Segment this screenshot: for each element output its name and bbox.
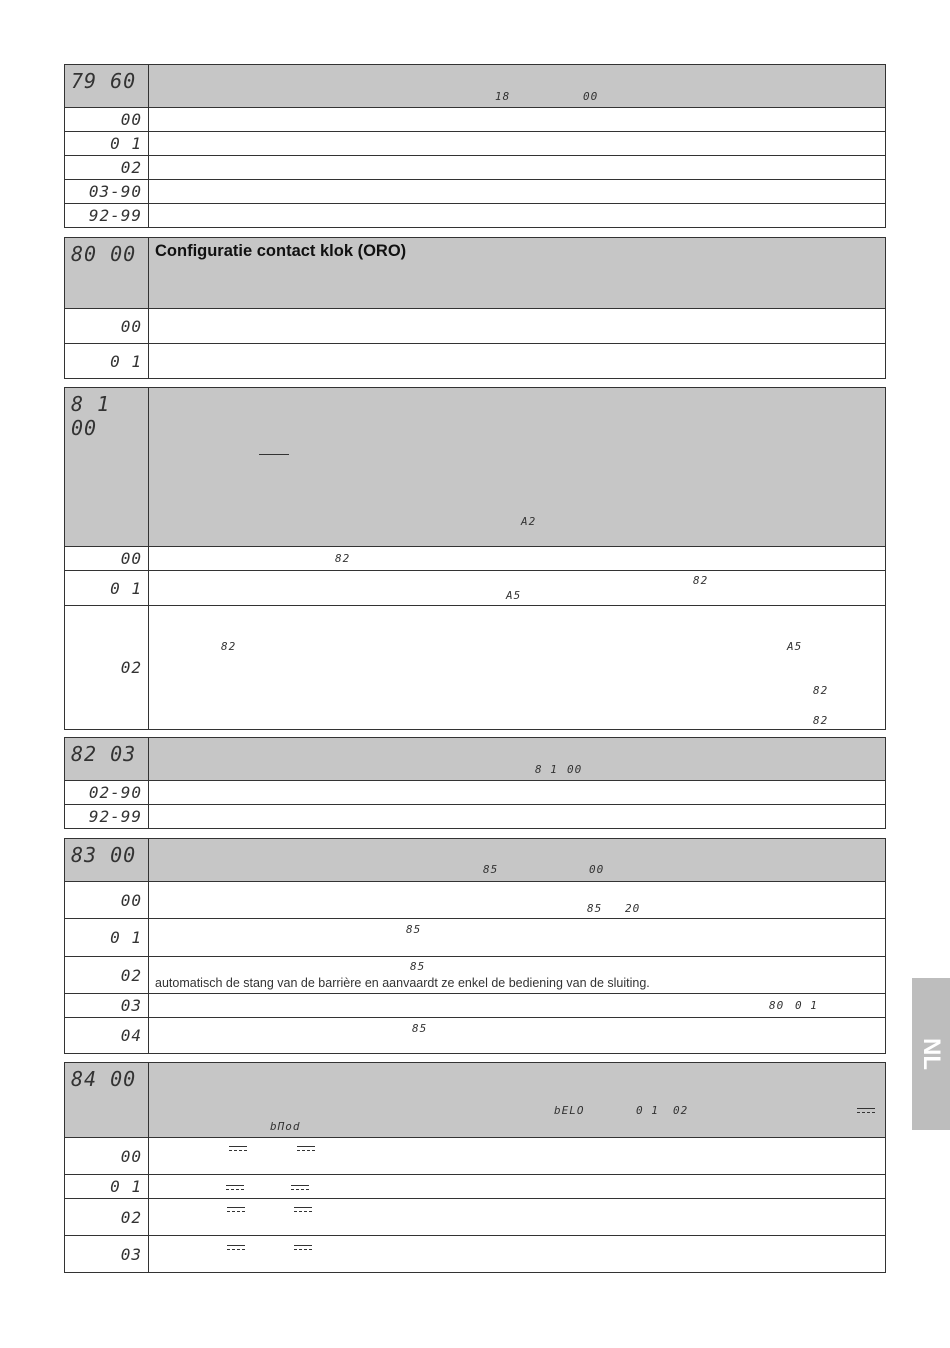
option-code: 03: [65, 1236, 149, 1272]
display-value: 85: [410, 960, 426, 973]
option-code: 0 1: [65, 1175, 149, 1198]
param-code: 8 1 00: [65, 388, 149, 546]
header-description: [149, 738, 885, 780]
option-row: [65, 605, 885, 729]
display-value: 82: [221, 640, 237, 653]
param-code: 80 00: [65, 238, 149, 308]
option-row: [65, 570, 885, 605]
option-row: [65, 343, 885, 378]
option-code: 02: [65, 606, 149, 729]
option-row: [65, 1174, 885, 1198]
header-description: [149, 388, 885, 546]
display-value: 8 1: [535, 763, 558, 776]
option-row: [65, 780, 885, 804]
option-row: [65, 1198, 885, 1235]
option-row: [65, 203, 885, 227]
display-value: 18: [495, 90, 511, 103]
header-description: [149, 65, 885, 107]
param-table-7960: [64, 64, 886, 228]
option-code: 92-99: [65, 204, 149, 227]
option-code: 00: [65, 882, 149, 918]
option-row: [65, 804, 885, 828]
option-code: 0 1: [65, 132, 149, 155]
display-value: 00: [567, 763, 583, 776]
option-code: 00: [65, 309, 149, 343]
display-value: A5: [506, 589, 522, 602]
option-code: 02: [65, 957, 149, 993]
option-row: [65, 1017, 885, 1053]
dc-symbol-icon: [227, 1207, 245, 1213]
header-row: [65, 738, 885, 780]
option-row: [65, 1137, 885, 1174]
option-code: 03-90: [65, 180, 149, 203]
option-row: [65, 131, 885, 155]
underline-mark: [259, 454, 289, 455]
option-code: 02: [65, 1199, 149, 1235]
option-code: 0 1: [65, 571, 149, 605]
option-row: [65, 993, 885, 1017]
option-code: 04: [65, 1018, 149, 1053]
param-table-8203: [64, 737, 886, 829]
option-code: 92-99: [65, 805, 149, 828]
display-value: 80: [769, 999, 785, 1012]
option-code: 0 1: [65, 919, 149, 956]
display-value: A2: [521, 515, 537, 528]
option-row: [65, 956, 885, 993]
header-row: [65, 65, 885, 107]
option-row: [65, 546, 885, 570]
dc-symbol-icon: [227, 1245, 245, 1251]
header-description: [149, 839, 885, 881]
option-code: 00: [65, 1138, 149, 1174]
param-code: 82 03: [65, 738, 149, 780]
language-tab: [912, 978, 950, 1130]
header-row: [65, 388, 885, 546]
option-code: 03: [65, 994, 149, 1017]
header-description: [149, 1063, 885, 1137]
display-value: A5: [787, 640, 803, 653]
option-row: [65, 308, 885, 343]
display-value: 85: [412, 1022, 428, 1035]
display-value: 00: [589, 863, 605, 876]
dc-symbol-icon: [294, 1207, 312, 1213]
option-row: [65, 107, 885, 131]
display-value: 0 1: [795, 999, 818, 1012]
param-table-8400: [64, 1062, 886, 1273]
display-value: bELO: [554, 1104, 585, 1117]
param-table-8000: [64, 237, 886, 379]
option-row: [65, 881, 885, 918]
header-description: [149, 238, 885, 308]
option-row: [65, 1235, 885, 1272]
language-tab-label: NL: [918, 1038, 945, 1070]
param-code: 83 00: [65, 839, 149, 881]
param-code: 84 00: [65, 1063, 149, 1137]
option-description: automatisch de stang van de barrière en aanvaardt ze enkel de bediening van de sluiting.: [155, 976, 650, 990]
option-code: 00: [65, 108, 149, 131]
dc-symbol-icon: [226, 1185, 244, 1191]
display-value: 85: [406, 923, 422, 936]
display-value: 85: [483, 863, 499, 876]
display-value: 00: [583, 90, 599, 103]
param-table-8300: [64, 838, 886, 1054]
dc-symbol-icon: [294, 1245, 312, 1251]
dc-symbol-icon: [291, 1185, 309, 1191]
display-value: 82: [813, 714, 829, 727]
option-row: [65, 918, 885, 956]
display-value: 82: [813, 684, 829, 697]
section-title: Configuratie contact klok (ORO): [155, 242, 407, 260]
param-table-8100: [64, 387, 886, 730]
display-value: 82: [693, 574, 709, 587]
display-value: 02: [673, 1104, 689, 1117]
option-code: 02: [65, 156, 149, 179]
option-row: [65, 155, 885, 179]
dc-symbol-icon: [857, 1108, 875, 1114]
display-value: 82: [335, 552, 351, 565]
display-value: 0 1: [636, 1104, 659, 1117]
header-row: [65, 238, 885, 308]
header-row: [65, 1063, 885, 1137]
option-code: 02-90: [65, 781, 149, 804]
option-code: 00: [65, 547, 149, 570]
dc-symbol-icon: [297, 1146, 315, 1152]
display-value: 85: [587, 902, 603, 915]
header-row: [65, 839, 885, 881]
display-value: bΠod: [270, 1120, 301, 1133]
option-row: [65, 179, 885, 203]
dc-symbol-icon: [229, 1146, 247, 1152]
display-value: 20: [625, 902, 641, 915]
param-code: 79 60: [65, 65, 149, 107]
option-code: 0 1: [65, 344, 149, 378]
